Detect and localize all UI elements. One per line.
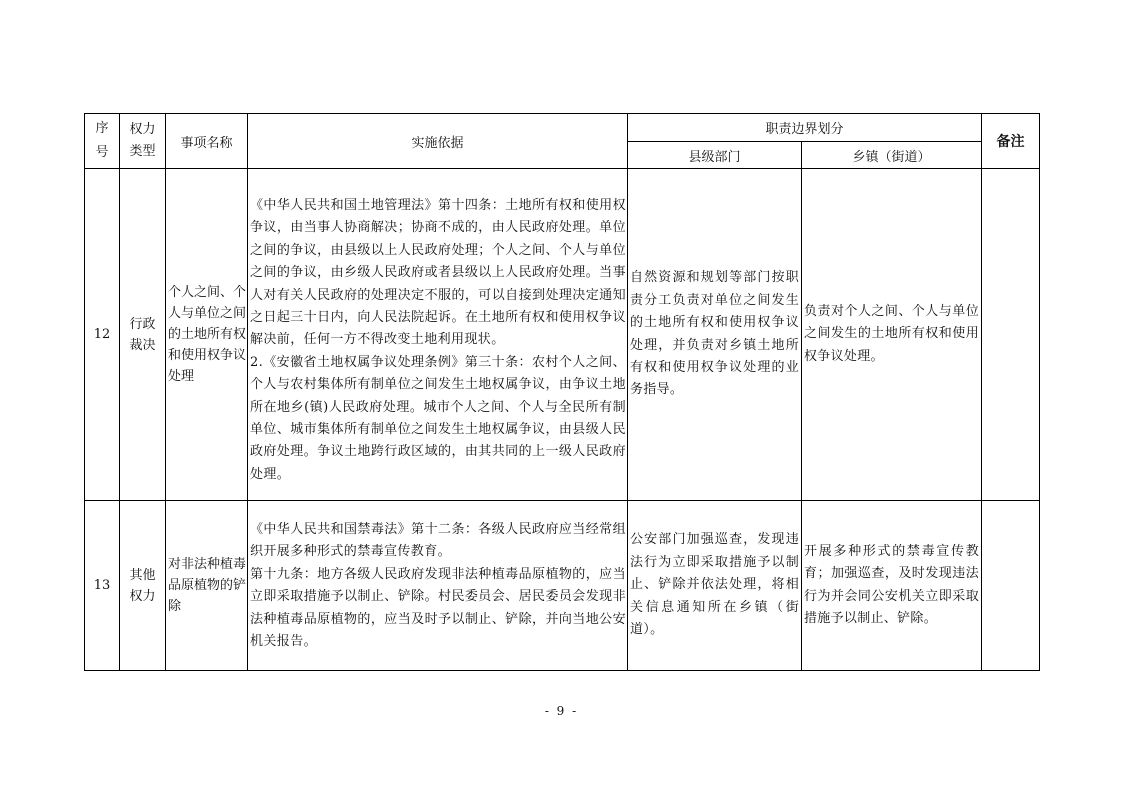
- header-row: [85, 114, 1040, 142]
- table-row: [85, 169, 1040, 501]
- row-seq: 13: [85, 501, 120, 671]
- header-county: 县级部门: [628, 142, 802, 169]
- row-town-duty: 开展多种形式的禁毒宣传教育；加强巡查，及时发现违法行为并会同公安机关立即采取措施予以制止、铲除。: [802, 501, 982, 671]
- header-remark: 备注: [982, 114, 1040, 169]
- header-seq: 序号: [85, 114, 120, 169]
- page-number: - 9 -: [544, 704, 579, 718]
- row-type: 行政裁决: [120, 169, 166, 501]
- header-town: 乡镇（街道）: [802, 142, 982, 169]
- row-county-duty: 公安部门加强巡查，发现违法行为立即采取措施予以制止、铲除并依法处理，将相关信息通知所在乡镇（街道）。: [628, 501, 802, 671]
- row-seq: 12: [85, 169, 120, 501]
- row-remark: [982, 501, 1040, 671]
- row-town-duty: 负责对个人之间、个人与单位之间发生的土地所有权和使用权争议处理。: [802, 169, 982, 501]
- basis-paragraph: 2.《安徽省土地权属争议处理条例》第三十条：农村个人之间、个人与农村集体所有制单位之间发生土地权属争议，由争议土地所在地乡(镇)人民政府处理。城市个人之间、个人与全民所有制单位、城市集体所有制单位之间发生土地权属争议，由县级人民政府处理。争议土地跨行政区域的，由其共同的上一级人民政府处理。: [250, 354, 626, 482]
- basis-paragraph: 《中华人民共和国禁毒法》第十二条：各级人民政府应当经常组织开展多种形式的禁毒宣传教育。: [250, 522, 626, 560]
- row-remark: [982, 169, 1040, 501]
- table-row: [85, 501, 1040, 671]
- row-type: 其他权力: [120, 501, 166, 671]
- header-basis: 实施依据: [248, 114, 628, 169]
- basis-paragraph: 第十九条：地方各级人民政府发现非法种植毒品原植物的，应当立即采取措施予以制止、铲除。村民委员会、居民委员会发现非法种植毒品原植物的，应当及时予以制止、铲除，并向当地公安机关报告。: [250, 566, 626, 650]
- header-type: 权力类型: [120, 114, 166, 169]
- row-county-duty: 自然资源和规划等部门按职责分工负责对单位之间发生的土地所有权和使用权争议处理，并负责对乡镇土地所有权和使用权争议处理的业务指导。: [628, 169, 802, 501]
- responsibility-table: [84, 113, 1040, 671]
- row-basis: [248, 501, 628, 671]
- row-name: 个人之间、个人与单位之间的土地所有权和使用权争议处理: [166, 169, 248, 501]
- header-name: 事项名称: [166, 114, 248, 169]
- row-name: 对非法种植毒品原植物的铲除: [166, 501, 248, 671]
- basis-paragraph: 《中华人民共和国土地管理法》第十四条：土地所有权和使用权争议，由当事人协商解决；协商不成的，由人民政府处理。单位之间的争议，由县级以上人民政府处理；个人之间、个人与单位之间的争议，由乡级人民政府或者县级以上人民政府处理。当事人对有关人民政府的处理决定不服的，可以自接到处理决定通知之日起三十日内，向人民法院起诉。在土地所有权和使用权争议解决前，任何一方不得改变土地利用现状。: [250, 198, 626, 348]
- row-basis: [248, 169, 628, 501]
- header-division: 职责边界划分: [628, 114, 982, 142]
